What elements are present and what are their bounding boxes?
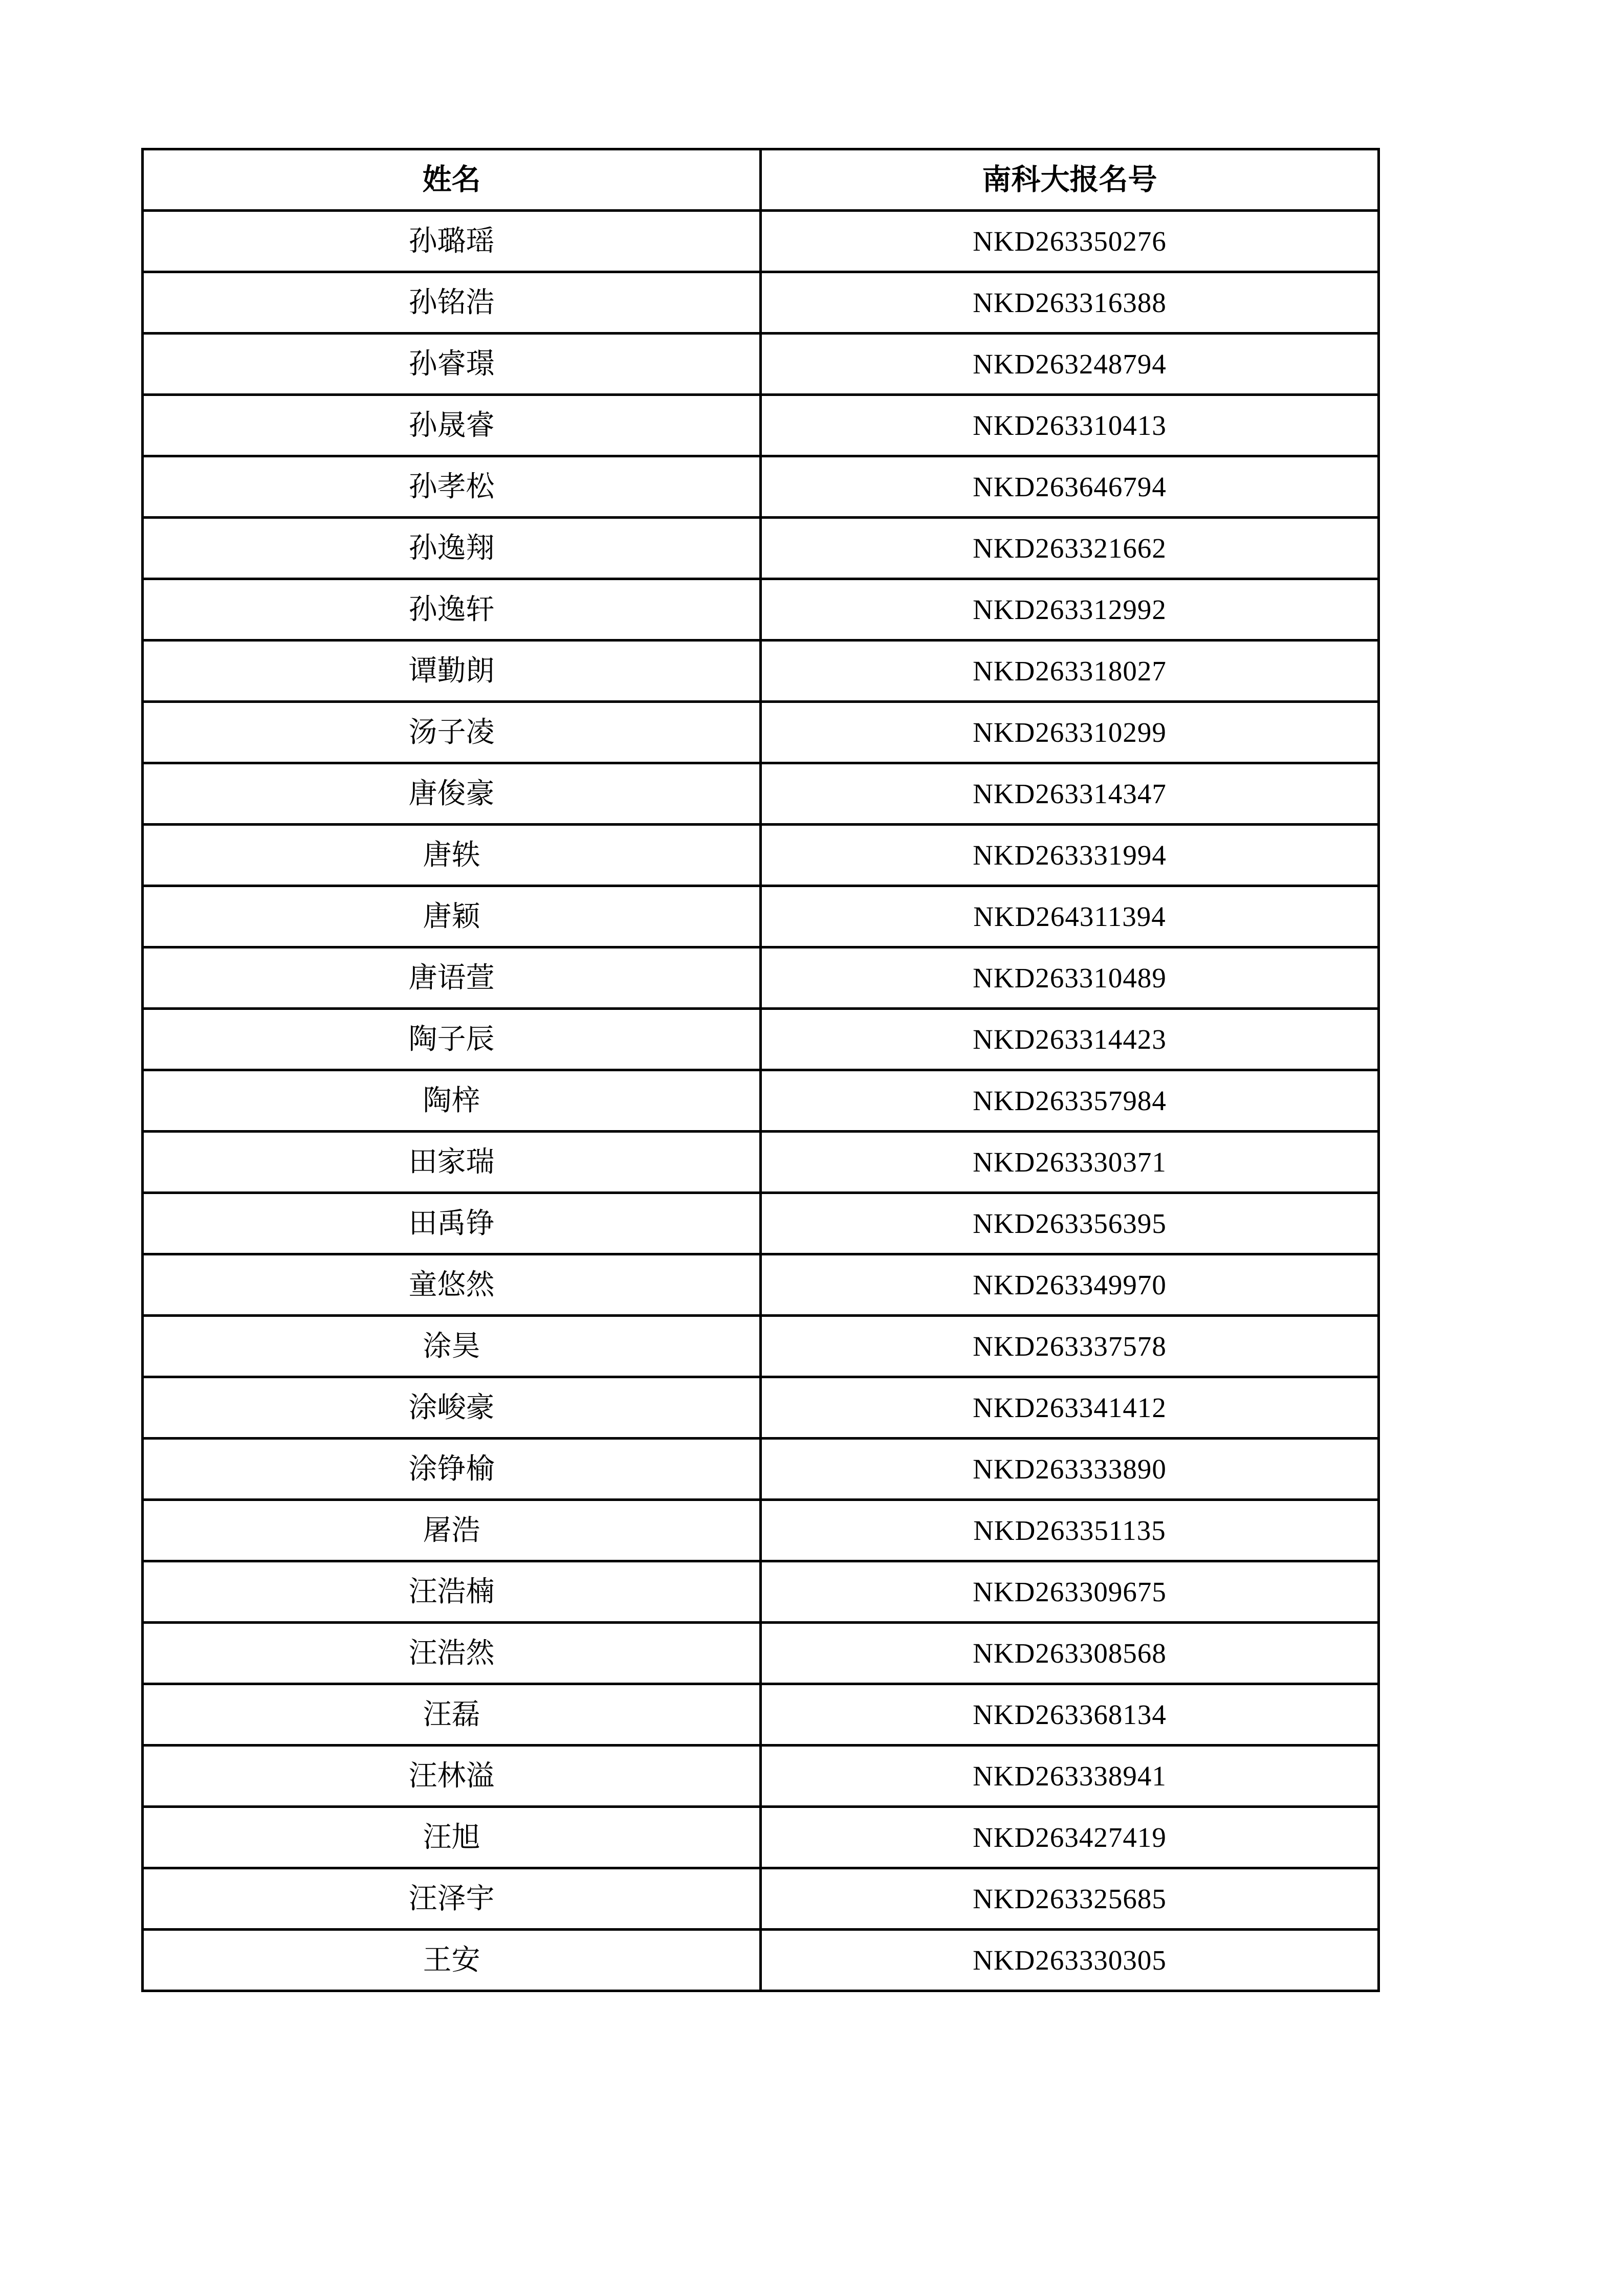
registration-id-cell: NKD263330371 — [761, 1132, 1379, 1193]
registration-id-cell: NKD263314347 — [761, 763, 1379, 825]
student-name-cell: 涂铮榆 — [143, 1439, 761, 1500]
registration-id-cell: NKD263338941 — [761, 1746, 1379, 1807]
student-name-cell: 孙睿璟 — [143, 334, 761, 395]
registration-id-cell: NKD263316388 — [761, 272, 1379, 334]
student-name-cell: 涂峻豪 — [143, 1377, 761, 1439]
registration-id-cell: NKD263331994 — [761, 825, 1379, 886]
student-name-cell: 孙晟睿 — [143, 395, 761, 456]
student-name-cell: 孙逸翔 — [143, 518, 761, 579]
student-name-cell: 孙璐瑶 — [143, 211, 761, 272]
registration-id-cell: NKD263321662 — [761, 518, 1379, 579]
name-column-header: 姓名 — [143, 149, 761, 211]
registration-id-column-header: 南科大报名号 — [761, 149, 1379, 211]
student-name-cell: 唐颖 — [143, 886, 761, 947]
registration-id-cell: NKD263325685 — [761, 1868, 1379, 1930]
table-row — [143, 763, 1379, 825]
registration-id-cell: NKD263310413 — [761, 395, 1379, 456]
student-name-cell: 屠浩 — [143, 1500, 761, 1561]
table-row — [143, 1193, 1379, 1254]
student-name-cell: 孙铭浩 — [143, 272, 761, 334]
table-row — [143, 1684, 1379, 1746]
table-row — [143, 1439, 1379, 1500]
table-row — [143, 825, 1379, 886]
student-name-cell: 孙逸轩 — [143, 579, 761, 641]
registration-id-cell: NKD263310489 — [761, 947, 1379, 1009]
registration-id-cell: NKD263351135 — [761, 1500, 1379, 1561]
registration-table — [141, 148, 1380, 1992]
student-name-cell: 王安 — [143, 1930, 761, 1991]
registration-id-cell: NKD263308568 — [761, 1623, 1379, 1684]
table-row — [143, 1561, 1379, 1623]
table-row — [143, 702, 1379, 763]
student-name-cell: 汪磊 — [143, 1684, 761, 1746]
table-row — [143, 1070, 1379, 1132]
table-row — [143, 947, 1379, 1009]
table-row — [143, 334, 1379, 395]
registration-id-cell: NKD263356395 — [761, 1193, 1379, 1254]
registration-id-cell: NKD263318027 — [761, 641, 1379, 702]
registration-id-cell: NKD263337578 — [761, 1316, 1379, 1377]
student-name-cell: 陶子辰 — [143, 1009, 761, 1070]
student-name-cell: 汪旭 — [143, 1807, 761, 1868]
student-name-cell: 汪浩然 — [143, 1623, 761, 1684]
table-row — [143, 1132, 1379, 1193]
table-row — [143, 1500, 1379, 1561]
student-name-cell: 汤子凌 — [143, 702, 761, 763]
table-row — [143, 518, 1379, 579]
table-row — [143, 1807, 1379, 1868]
registration-id-cell: NKD263357984 — [761, 1070, 1379, 1132]
registration-id-cell: NKD263312992 — [761, 579, 1379, 641]
registration-id-cell: NKD263248794 — [761, 334, 1379, 395]
student-name-cell: 唐俊豪 — [143, 763, 761, 825]
student-name-cell: 涂昊 — [143, 1316, 761, 1377]
table-row — [143, 211, 1379, 272]
table-row — [143, 395, 1379, 456]
registration-id-cell: NKD263310299 — [761, 702, 1379, 763]
table-row — [143, 1316, 1379, 1377]
registration-id-cell: NKD263350276 — [761, 211, 1379, 272]
registration-id-cell: NKD263427419 — [761, 1807, 1379, 1868]
student-name-cell: 唐语萱 — [143, 947, 761, 1009]
registration-id-cell: NKD263646794 — [761, 456, 1379, 518]
table-row — [143, 1254, 1379, 1316]
student-name-cell: 孙孝松 — [143, 456, 761, 518]
student-name-cell: 田禹铮 — [143, 1193, 761, 1254]
registration-id-cell: NKD263330305 — [761, 1930, 1379, 1991]
registration-id-cell: NKD263368134 — [761, 1684, 1379, 1746]
student-name-cell: 汪浩楠 — [143, 1561, 761, 1623]
student-name-cell: 陶梓 — [143, 1070, 761, 1132]
registration-id-cell: NKD263309675 — [761, 1561, 1379, 1623]
student-name-cell: 汪林溢 — [143, 1746, 761, 1807]
student-name-cell: 谭勤朗 — [143, 641, 761, 702]
table-body — [143, 211, 1379, 1991]
table-row — [143, 579, 1379, 641]
table-header-row — [143, 149, 1379, 211]
student-name-cell: 童悠然 — [143, 1254, 761, 1316]
registration-id-cell: NKD263314423 — [761, 1009, 1379, 1070]
student-name-cell: 汪泽宇 — [143, 1868, 761, 1930]
student-name-cell: 唐轶 — [143, 825, 761, 886]
table-row — [143, 1868, 1379, 1930]
table-row — [143, 1930, 1379, 1991]
registration-id-cell: NKD263341412 — [761, 1377, 1379, 1439]
table-row — [143, 1623, 1379, 1684]
table-row — [143, 272, 1379, 334]
table-row — [143, 1377, 1379, 1439]
table-row — [143, 641, 1379, 702]
student-name-cell: 田家瑞 — [143, 1132, 761, 1193]
table-row — [143, 886, 1379, 947]
registration-id-cell: NKD263333890 — [761, 1439, 1379, 1500]
table-row — [143, 456, 1379, 518]
table-row — [143, 1009, 1379, 1070]
registration-id-cell: NKD263349970 — [761, 1254, 1379, 1316]
registration-id-cell: NKD264311394 — [761, 886, 1379, 947]
table-row — [143, 1746, 1379, 1807]
